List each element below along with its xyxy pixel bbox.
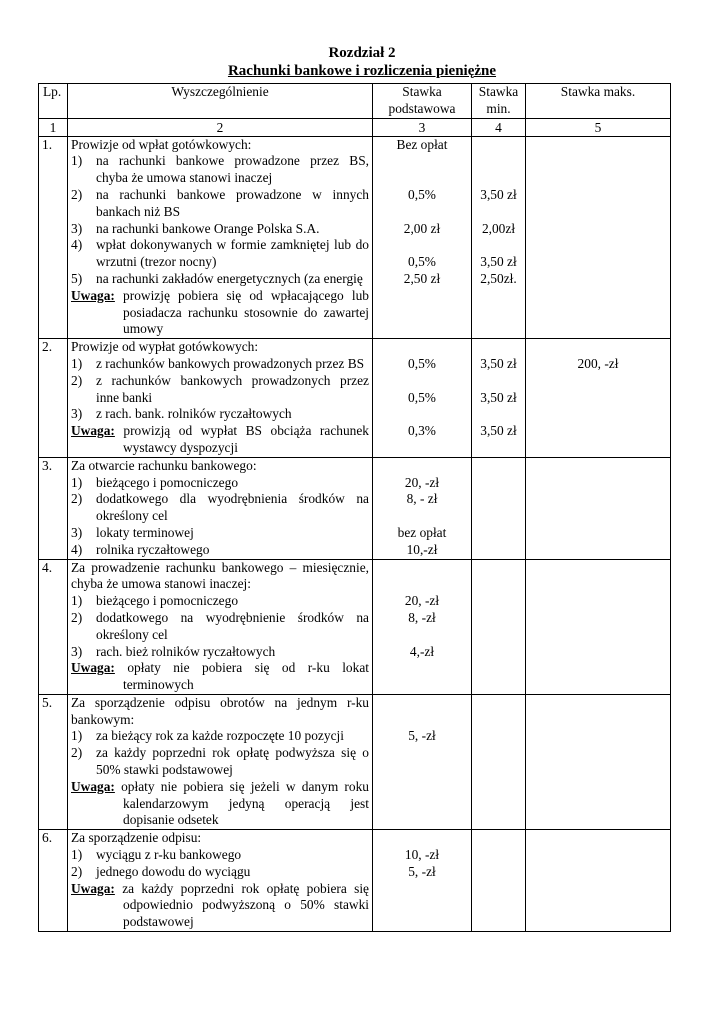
- rate-cell-base: [373, 559, 472, 694]
- rate-value: [376, 373, 468, 390]
- list-item: [71, 271, 369, 288]
- list-item-number: 3): [71, 643, 83, 659]
- rate-value: 10,-zł: [406, 541, 438, 557]
- rate-value: [376, 339, 468, 356]
- rate-value: [376, 170, 468, 187]
- list-item: [71, 406, 369, 423]
- note: [71, 779, 369, 829]
- row-number: 5.: [39, 694, 68, 829]
- list-item-text: na rachunki bankowe prowadzone przez BS, chyba że umowa stanowi inaczej: [96, 153, 369, 186]
- rate-value: [376, 627, 468, 644]
- list-item-number: 3): [71, 220, 83, 236]
- row-number: 4.: [39, 559, 68, 694]
- rate-cell-min: [472, 136, 526, 339]
- rate-value: [376, 458, 468, 475]
- section-title: Za sporządzenie odpisu obrotów na jednym r-ku bankowym:: [71, 694, 369, 727]
- header-description: Wyszczególnienie: [68, 84, 373, 119]
- column-number: 2: [68, 118, 373, 136]
- list-item-number: 5): [71, 270, 83, 286]
- list-item-number: 1): [71, 728, 83, 744]
- note-text: za każdy poprzedni rok opłatę pobiera się odpowiednio podwyższoną o 50% stawki podstawowej: [122, 880, 369, 930]
- rate-cell-base: [373, 136, 472, 339]
- header-max-rate: Stawka maks.: [526, 84, 671, 119]
- rate-value: [475, 373, 522, 390]
- row-description: [68, 830, 373, 932]
- rate-cell-base: [373, 457, 472, 559]
- rate-cell-min: [472, 457, 526, 559]
- rate-value: [475, 237, 522, 254]
- rate-value: [376, 153, 468, 170]
- list-item-number: 1): [71, 153, 83, 169]
- row-number: 1.: [39, 136, 68, 339]
- note-text: prowizją od wypłat BS obciąża rachunek wystawcy dyspozycji: [123, 423, 369, 455]
- fee-table: [38, 83, 671, 932]
- rate-value: 2,50 zł: [403, 270, 441, 286]
- rate-value: 20, -zł: [404, 474, 440, 490]
- rate-value: 0,5%: [408, 355, 436, 371]
- note-text: opłaty nie pobiera się jeżeli w danym roku kalendarzowym jedyną operacją jest dopisanie odsetek: [121, 778, 369, 828]
- note-text: opłaty nie pobiera się od r-ku lokat terminowych: [123, 660, 369, 693]
- list-item-number: 2): [71, 609, 83, 625]
- rate-cell-min: [472, 694, 526, 829]
- rate-value: 0,5%: [408, 186, 436, 202]
- list-item: [71, 356, 369, 373]
- rate-value: 10, -zł: [404, 847, 440, 863]
- rate-cell-max: [526, 694, 671, 829]
- column-number-row: [39, 118, 671, 136]
- rate-value: [529, 339, 667, 356]
- column-number: 5: [526, 118, 671, 136]
- table-row: [39, 830, 671, 932]
- note: [71, 660, 369, 694]
- rate-value: [475, 137, 522, 154]
- rate-cell-max: [526, 559, 671, 694]
- section-title: Za otwarcie rachunku bankowego:: [71, 457, 257, 473]
- table-row: [39, 136, 671, 339]
- list-item-number: 1): [71, 355, 83, 371]
- table-row: [39, 457, 671, 559]
- list-item-text: wpłat dokonywanych w formie zamkniętej lub do wrzutni (trezor nocny): [96, 237, 369, 270]
- section-title: Za prowadzenie rachunku bankowego – miesięcznie, chyba że umowa stanowi inaczej:: [71, 559, 369, 592]
- rate-cell-max: [526, 339, 671, 458]
- row-description: [68, 694, 373, 829]
- header-min-rate: Stawka min.: [472, 84, 526, 119]
- row-description: [68, 339, 373, 458]
- header-base-rate: Stawka podstawowa: [373, 84, 472, 119]
- table-row: [39, 559, 671, 694]
- list-item: [71, 745, 369, 779]
- note-label: Uwaga:: [71, 778, 115, 794]
- list-item: [71, 237, 369, 271]
- list-item-text: bieżącego i pomocniczego: [96, 593, 239, 609]
- rate-cell-base: [373, 694, 472, 829]
- list-item-text: na rachunki bankowe prowadzone w innych bankach niż BS: [96, 186, 369, 219]
- note-text: prowizję pobiera się od wpłacającego lub posiadacza rachunku stosownie do zawartej umowy: [123, 287, 369, 337]
- list-item-text: za każdy poprzedni rok opłatę podwyższa się o 50% stawki podstawowej: [96, 745, 369, 778]
- list-item-text: z rach. bank. rolników ryczałtowych: [96, 406, 292, 422]
- list-item-text: na rachunki bankowe Orange Polska S.A.: [96, 220, 320, 236]
- column-number: 1: [39, 118, 68, 136]
- rate-value: 2,00 zł: [403, 220, 441, 236]
- list-item: [71, 610, 369, 644]
- rate-value: [475, 339, 522, 356]
- rate-value: 3,50 zł: [480, 423, 517, 439]
- list-item: [71, 847, 369, 864]
- rate-value: [376, 560, 468, 577]
- rate-value: [376, 830, 468, 847]
- rate-cell-min: [472, 830, 526, 932]
- list-item-text: na rachunki zakładów energetycznych (za energię: [96, 270, 363, 286]
- list-item-text: z rachunków bankowych prowadzonych przez inne banki: [96, 372, 369, 405]
- list-item-text: dodatkowego na wyodrębnienie środków na określony cel: [96, 609, 369, 642]
- rate-value: 3,50 zł: [480, 355, 517, 371]
- document-title: Rachunki bankowe i rozliczenia pieniężne: [227, 63, 497, 79]
- rate-cell-min: [472, 559, 526, 694]
- section-title: Za sporządzenie odpisu:: [71, 830, 202, 846]
- rate-value: 0,5%: [408, 254, 436, 270]
- rate-value: [376, 406, 468, 423]
- rate-value: Bez opłat: [396, 136, 448, 152]
- rate-value: [475, 170, 522, 187]
- list-item: [71, 525, 369, 542]
- rate-value: 8, -zł: [408, 609, 436, 625]
- rate-value: 8, - zł: [406, 491, 438, 507]
- rate-value: 5, -zł: [408, 728, 436, 744]
- list-item-text: dodatkowego dla wyodrębnienia środków na określony cel: [96, 491, 369, 524]
- row-number: 2.: [39, 339, 68, 458]
- chapter-heading: Rozdział 2: [328, 45, 396, 61]
- rate-value: [376, 712, 468, 729]
- note-label: Uwaga:: [71, 880, 115, 896]
- rate-value: 3,50 zł: [480, 186, 517, 202]
- list-item-text: rach. bież rolników ryczałtowych: [96, 643, 276, 659]
- header-lp: Lp.: [39, 84, 68, 119]
- list-item-number: 4): [71, 541, 83, 557]
- rate-value: 200, -zł: [577, 355, 619, 371]
- list-item-text: wyciągu z r-ku bankowego: [96, 847, 242, 863]
- table-row: [39, 339, 671, 458]
- rate-value: [376, 508, 468, 525]
- rate-value: 2,50zł.: [480, 270, 517, 286]
- rate-cell-max: [526, 830, 671, 932]
- section-title: Prowizje od wpłat gotówkowych:: [71, 136, 252, 152]
- list-item-text: za bieżący rok za każde rozpoczęte 10 pozycji: [96, 728, 344, 744]
- rate-value: 3,50 zł: [480, 254, 517, 270]
- list-item-text: rolnika ryczałtowego: [96, 541, 210, 557]
- rate-value: 0,3%: [408, 423, 436, 439]
- list-item: [71, 542, 369, 559]
- rate-value: [475, 153, 522, 170]
- list-item: [71, 593, 369, 610]
- list-item-number: 3): [71, 406, 83, 422]
- list-item-number: 4): [71, 237, 83, 253]
- rate-value: [376, 695, 468, 712]
- row-description: [68, 457, 373, 559]
- rate-value: [376, 204, 468, 221]
- list-item-number: 3): [71, 524, 83, 540]
- list-item: [71, 373, 369, 407]
- list-item-number: 2): [71, 186, 83, 202]
- rate-value: [376, 576, 468, 593]
- list-item-number: 2): [71, 372, 83, 388]
- list-item: [71, 221, 369, 238]
- column-number: 4: [472, 118, 526, 136]
- list-item-number: 1): [71, 847, 83, 863]
- note-label: Uwaga:: [71, 423, 115, 439]
- rate-value: [475, 204, 522, 221]
- rate-value: 5, -zł: [408, 863, 436, 879]
- row-number: 6.: [39, 830, 68, 932]
- list-item: [71, 153, 369, 187]
- rate-cell-max: [526, 457, 671, 559]
- table-header-row: [39, 84, 671, 119]
- rate-value: bez opłat: [397, 524, 447, 540]
- list-item: [71, 644, 369, 661]
- list-item: [71, 728, 369, 745]
- list-item-number: 1): [71, 474, 83, 490]
- list-item-number: 2): [71, 745, 83, 761]
- rate-cell-min: [472, 339, 526, 458]
- rate-cell-max: [526, 136, 671, 339]
- row-description: [68, 559, 373, 694]
- rate-value: 0,5%: [408, 389, 436, 405]
- rate-value: 3,50 zł: [480, 389, 517, 405]
- list-item: [71, 475, 369, 492]
- list-item: [71, 864, 369, 881]
- rate-cell-base: [373, 830, 472, 932]
- rate-value: [376, 237, 468, 254]
- list-item: [71, 187, 369, 221]
- list-item-number: 2): [71, 491, 83, 507]
- section-title: Prowizje od wypłat gotówkowych:: [71, 339, 259, 355]
- note-label: Uwaga:: [71, 287, 115, 303]
- list-item: [71, 491, 369, 525]
- note: [71, 288, 369, 338]
- list-item-number: 1): [71, 593, 83, 609]
- table-row: [39, 694, 671, 829]
- note: [71, 881, 369, 931]
- row-description: [68, 136, 373, 339]
- list-item-number: 2): [71, 863, 83, 879]
- rate-value: 20, -zł: [404, 593, 440, 609]
- note: [71, 423, 369, 457]
- note-label: Uwaga:: [71, 660, 115, 676]
- list-item-text: jednego dowodu do wyciągu: [96, 863, 251, 879]
- list-item-text: bieżącego i pomocniczego: [96, 474, 239, 490]
- row-number: 3.: [39, 457, 68, 559]
- rate-value: 4,-zł: [409, 643, 435, 659]
- column-number: 3: [373, 118, 472, 136]
- rate-cell-base: [373, 339, 472, 458]
- rate-value: [475, 406, 522, 423]
- list-item-text: lokaty terminowej: [96, 524, 194, 540]
- list-item-text: z rachunków bankowych prowadzonych przez BS: [96, 355, 365, 371]
- rate-value: 2,00zł: [481, 220, 516, 236]
